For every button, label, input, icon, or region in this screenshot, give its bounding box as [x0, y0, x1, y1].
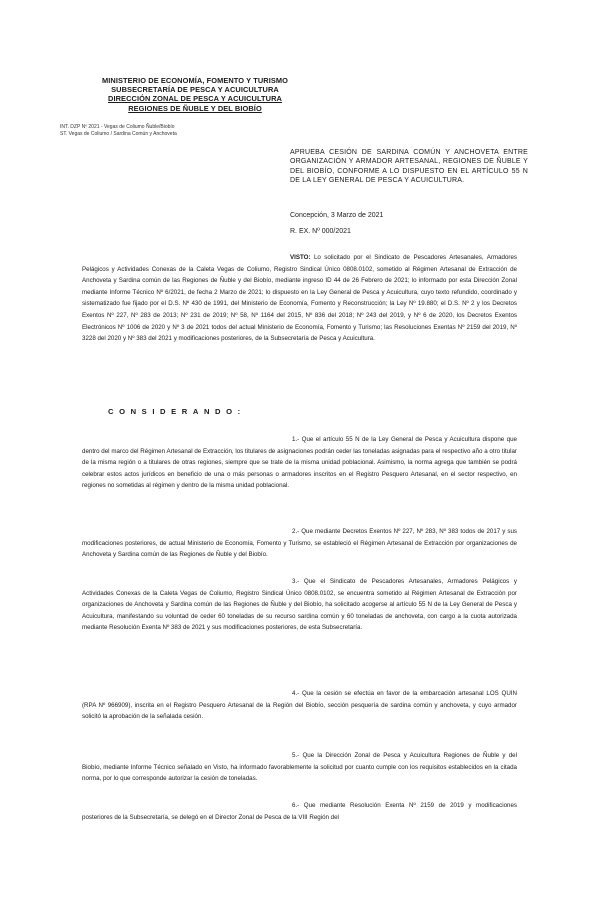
- header-line-direccion: DIRECCIÓN ZONAL DE PESCA Y ACUICULTURA: [108, 94, 282, 104]
- considerando-4-text: 4.- Que la cesión se efectúa en favor de la embarcación artesanal LOS QUIN (RPA Nº 966909), inscrita en el Registro Pesquero Artesanal de la Región del Biobío, sección pesquería de sardina común y anchoveta, y cuyo armador solicitó la aprobación de la señalada cesión.: [82, 690, 517, 721]
- considerando-3-text: 3.- Que el Sindicato de Pescadores Artesanales, Armadores Pelágicos y Actividades Conexas de la Caleta Vegas de Coliumo, Registro Sindical Único 0808.0102, se encuentra sometido al Régimen Artesanal de Extracción por organizaciones de Anchoveta y Sardina común de las Regiones de Ñuble y del Biobío, ha solicitado acogerse al artículo 55 N de la Ley General de Pesca y Acuicultura, manifestando su voluntad de ceder 60 toneladas de su recurso sardina común y 60 toneladas de anchoveta, con cargo a la cuota autorizada mediante Resolución Exenta Nº 383 de 2021 y sus modificaciones posteriores, de esta Subsecretaría.: [82, 578, 517, 632]
- header-line-subsecretaria: SUBSECRETARÍA DE PESCA Y ACUICULTURA: [111, 85, 279, 95]
- considerando-1: [82, 434, 517, 492]
- considerando-1-text: 1.- Que el artículo 55 N de la Ley General de Pesca y Acuicultura dispone que dentro del marco del Régimen Artesanal de Extracción, los titulares de asignaciones podrán ceder las toneladas asignadas para el respectivo año a otro titular de la misma región o a titulares de otras regiones, siempre que se trate de la misma unidad poblacional. Asimismo, la norma agrega que también se podrá celebrar estos actos jurídicos en beneficio de una o más personas o armadores inscritos en el Registro Pesquero Artesanal, en el sector respectivo, en regiones no sometidas al régimen y dentro de la misma unidad poblacional.: [82, 436, 517, 490]
- reference-block: [60, 124, 310, 137]
- considerando-5-text: 5.- Que la Dirección Zonal de Pesca y Acuicultura Regiones de Ñuble y del Biobío, mediante Informe Técnico señalado en Visto, ha informado favorablemente la solicitud por cuanto cumple con los requisitos establecidos en la citada norma, por lo que corresponde autorizar la cesión de toneladas.: [82, 752, 517, 783]
- considerando-2: [82, 526, 517, 561]
- considerando-4: [82, 688, 517, 723]
- considerando-3: [82, 576, 517, 634]
- header-line-regiones: REGIONES DE ÑUBLE Y DEL BIOBÍO: [128, 103, 262, 113]
- visto-label: VISTO:: [290, 254, 311, 261]
- resolution-subject: APRUEBA CESIÓN DE SARDINA COMÚN Y ANCHOVETA ENTRE ORGANIZACIÓN Y ARMADOR ARTESANAL, REGIONES DE ÑUBLE Y DEL BIOBÍO, CONFORME A LO DISPUESTO EN EL ARTÍCULO 55 N DE LA LEY GENERAL DE PESCA Y ACUICULTURA.: [290, 149, 528, 185]
- header-line-ministry: MINISTERIO DE ECONOMÍA, FOMENTO Y TURISMO: [101, 76, 288, 85]
- ministry-header: [70, 76, 320, 113]
- considerando-heading: CONSIDERANDO:: [108, 407, 246, 416]
- considerando-5: [82, 750, 517, 785]
- visto-paragraph: [82, 252, 517, 345]
- resolution-date: Concepción, 3 Marzo de 2021: [290, 212, 384, 219]
- resolution-number: R. EX. Nº 000/2021: [290, 228, 351, 235]
- reference-line-1: INT. DZP Nº 2021 - Vegas de Coliumo Ñuble/Biobío: [60, 124, 175, 130]
- visto-text: Lo solicitado por el Sindicato de Pescadores Artesanales, Armadores Pelágicos y Actividades Conexas de la Caleta Vegas de Coliumo, Registro Sindical Único 0808.0102, sometido al Régimen Artesanal de Extracción de Anchoveta y Sardina común de las Regiones de Ñuble y del Biobío, mediante ingreso ID 44 de 26 Febrero de 2021; lo informado por esta Dirección Zonal mediante Informe Técnico Nº 6/2021, de fecha 2 Marzo de 2021; lo dispuesto en la Ley General de Pesca y Acuicultura, cuyo texto refundido, coordinado y sistematizado fue fijado por el D.S. Nº 430 de 1991, del Ministerio de Economía, Fomento y Reconstrucción; la Ley Nº 19.880; el D.S. Nº 2 y los Decretos Exentos Nº 227, Nº 283 de 2013; Nº 231 de 2019; Nº 58, Nº 1164 del 2015, Nº 836 del 2018; Nº 243 del 2019, y Nº 6 de 2020, los Decretos Exentos Electrónicos Nº 1006 de 2020 y Nº 3 de 2021 todos del actual Ministerio de Economía, Fomento y Turismo; las Resoluciones Exentas Nº 2159 del 2019, Nº 3228 del 2020 y Nº 383 del 2021 y modificaciones posteriores, de la Subsecretaría de Pesca y Acuicultura.: [82, 254, 517, 343]
- considerando-2-text: 2.- Que mediante Decretos Exentos Nº 227, Nº 283, Nº 383 todos de 2017 y sus modificaciones posteriores, de actual Ministerio de Economía, Fomento y Turismo, se estableció el Régimen Artesanal de Extracción por organizaciones de Anchoveta y Sardina común de las Regiones de Ñuble y del Biobío.: [82, 528, 517, 559]
- considerando-6-text: 6.- Que mediante Resolución Exenta Nº 2159 de 2019 y modificaciones posteriores de la Subsecretaría, se delegó en el Director Zonal de Pesca de la VIII Región del: [82, 802, 517, 821]
- considerando-6: [82, 800, 517, 823]
- reference-line-2: ST. Vegas de Coliumo / Sardina Común y Anchoveta: [60, 130, 177, 137]
